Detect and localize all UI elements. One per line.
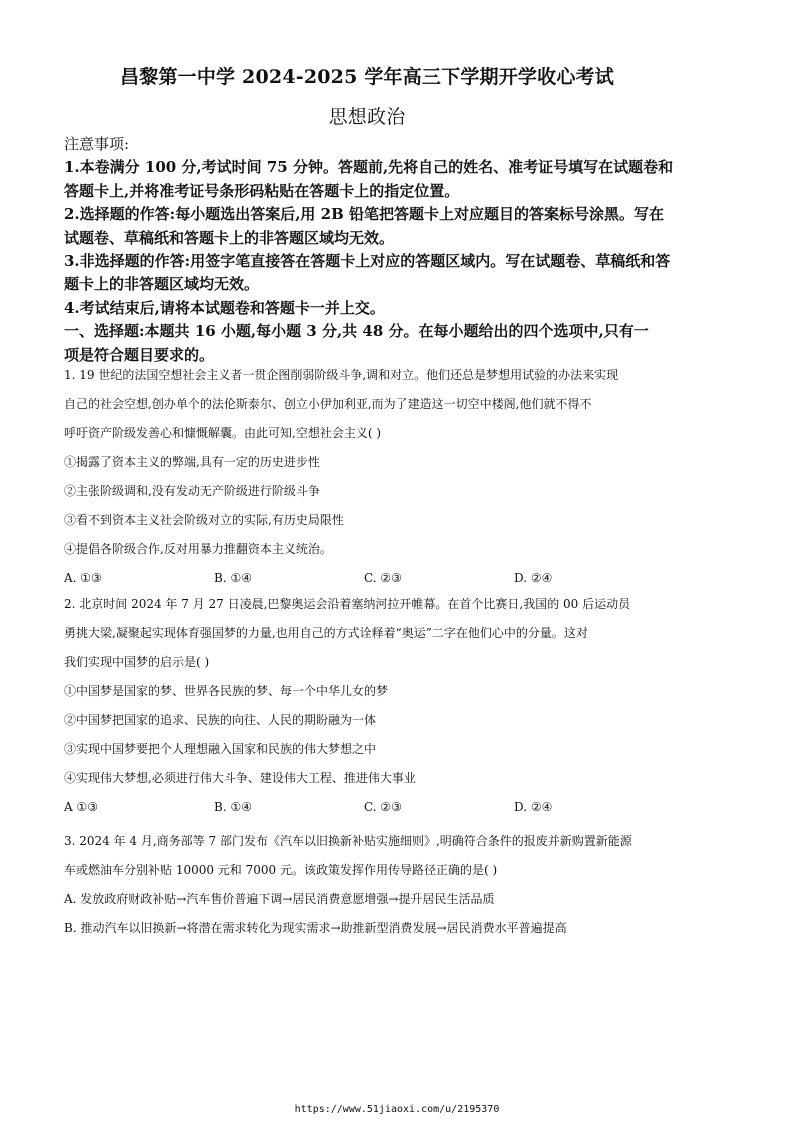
answer-options <box>64 564 704 593</box>
option-b: B. ①④ <box>214 800 252 814</box>
notice-line: 2.选择题的作答:每小题选出答案后,用 2B 铅笔把答题卡上对应题目的答案标号涂黑。写在 <box>64 205 664 224</box>
question-2 <box>64 590 704 822</box>
question-stem-line: 车或燃油车分别补贴 10000 元和 7000 元。该政策发挥作用传导路径正确的是( ) <box>64 863 498 877</box>
question-item: ①揭露了资本主义的弊端,具有一定的历史进步性 <box>64 455 320 469</box>
question-stem-line: 2. 北京时间 2024 年 7 月 27 日凌晨,巴黎奥运会沿着塞纳河拉开帷幕。在首个比赛日,我国的 00 后运动员 <box>64 597 631 611</box>
notice-line: 题卡上的非答题区域均无效。 <box>64 275 260 294</box>
question-stem-line: 勇挑大梁,凝聚起实现体育强国梦的力量,也用自己的方式诠释着“奥运”二字在他们心中的分量。这对 <box>64 626 588 640</box>
notice-line: 试题卷、草稿纸和答题卡上的非答题区域均无效。 <box>64 228 395 247</box>
option-a: A. ①③ <box>64 571 102 585</box>
option-c: C. ②③ <box>364 800 402 814</box>
footer-url: https://www.51jiaoxi.com/u/2195370 <box>294 1104 500 1115</box>
question-1 <box>64 361 704 593</box>
question-item: ①中国梦是国家的梦、世界各民族的梦、每一个中华儿女的梦 <box>64 684 389 698</box>
question-stem-line: 3. 2024 年 4 月,商务部等 7 部门发布《汽车以旧换新补贴实施细则》,明确符合条件的报废并新购置新能源 <box>64 834 632 848</box>
option-c: C. ②③ <box>364 571 402 585</box>
question-item: ③看不到资本主义社会阶级对立的实际,有历史局限性 <box>64 513 344 527</box>
question-item: ④提倡各阶级合作,反对用暴力推翻资本主义统治。 <box>64 542 332 556</box>
answer-options <box>64 793 704 822</box>
question-item: ④实现伟大梦想,必须进行伟大斗争、建设伟大工程、推进伟大事业 <box>64 771 416 785</box>
notice-line: 1.本卷满分 100 分,考试时间 75 分钟。答题前,先将自己的姓名、准考证号填写在试题卷和 <box>64 158 674 177</box>
option-b: B. ①④ <box>214 571 252 585</box>
option-a: A ①③ <box>64 800 98 814</box>
option-d: D. ②④ <box>514 571 553 585</box>
question-item: ②主张阶级调和,没有发动无产阶级进行阶级斗争 <box>64 484 320 498</box>
question-item: ③实现中国梦要把个人理想融入国家和民族的伟大梦想之中 <box>64 742 377 756</box>
question-item: B. 推动汽车以旧换新→将潜在需求转化为现实需求→助推新型消费发展→居民消费水平普遍提高 <box>64 921 567 935</box>
question-item: ②中国梦把国家的追求、民族的向往、人民的期盼融为一体 <box>64 713 377 727</box>
question-stem-line: 自己的社会空想,创办单个的法伦斯泰尔、创立小伊加利亚,而为了建造这一切空中楼阁,他们就不得不 <box>64 397 592 411</box>
notice-line: 4.考试结束后,请将本试题卷和答题卡一并上交。 <box>64 298 385 317</box>
notice-line: 答题卡上,并将准考证号条形码粘贴在答题卡上的指定位置。 <box>64 181 460 200</box>
question-stem-line: 呼吁资产阶级发善心和慷慨解囊。由此可知,空想社会主义( ) <box>64 426 381 440</box>
exam-title: 昌黎第一中学 2024-2025 学年高三下学期开学收心考试 <box>120 66 614 88</box>
question-stem-line: 1. 19 世纪的法国空想社会主义者一贯企图削弱阶级斗争,调和对立。他们还总是梦想用试验的办法来实现 <box>64 368 619 382</box>
notice-line: 3.非选择题的作答:用签字笔直接答在答题卡上对应的答题区域内。写在试题卷、草稿纸和答 <box>64 252 671 271</box>
option-d: D. ②④ <box>514 800 553 814</box>
question-item: A. 发放政府财政补贴→汽车售价普遍下调→居民消费意愿增强→提升居民生活品质 <box>64 892 495 906</box>
exam-subject: 思想政治 <box>328 106 406 128</box>
section-heading-line: 一、选择题:本题共 16 小题,每小题 3 分,共 48 分。在每小题给出的四个选项中,只有一 <box>64 322 649 341</box>
notice-block <box>64 133 674 367</box>
question-3 <box>64 827 704 943</box>
question-stem-line: 我们实现中国梦的启示是( ) <box>64 655 210 669</box>
notice-heading: 注意事项: <box>64 135 130 153</box>
section-heading-line: 项是符合题目要求的。 <box>64 345 215 364</box>
